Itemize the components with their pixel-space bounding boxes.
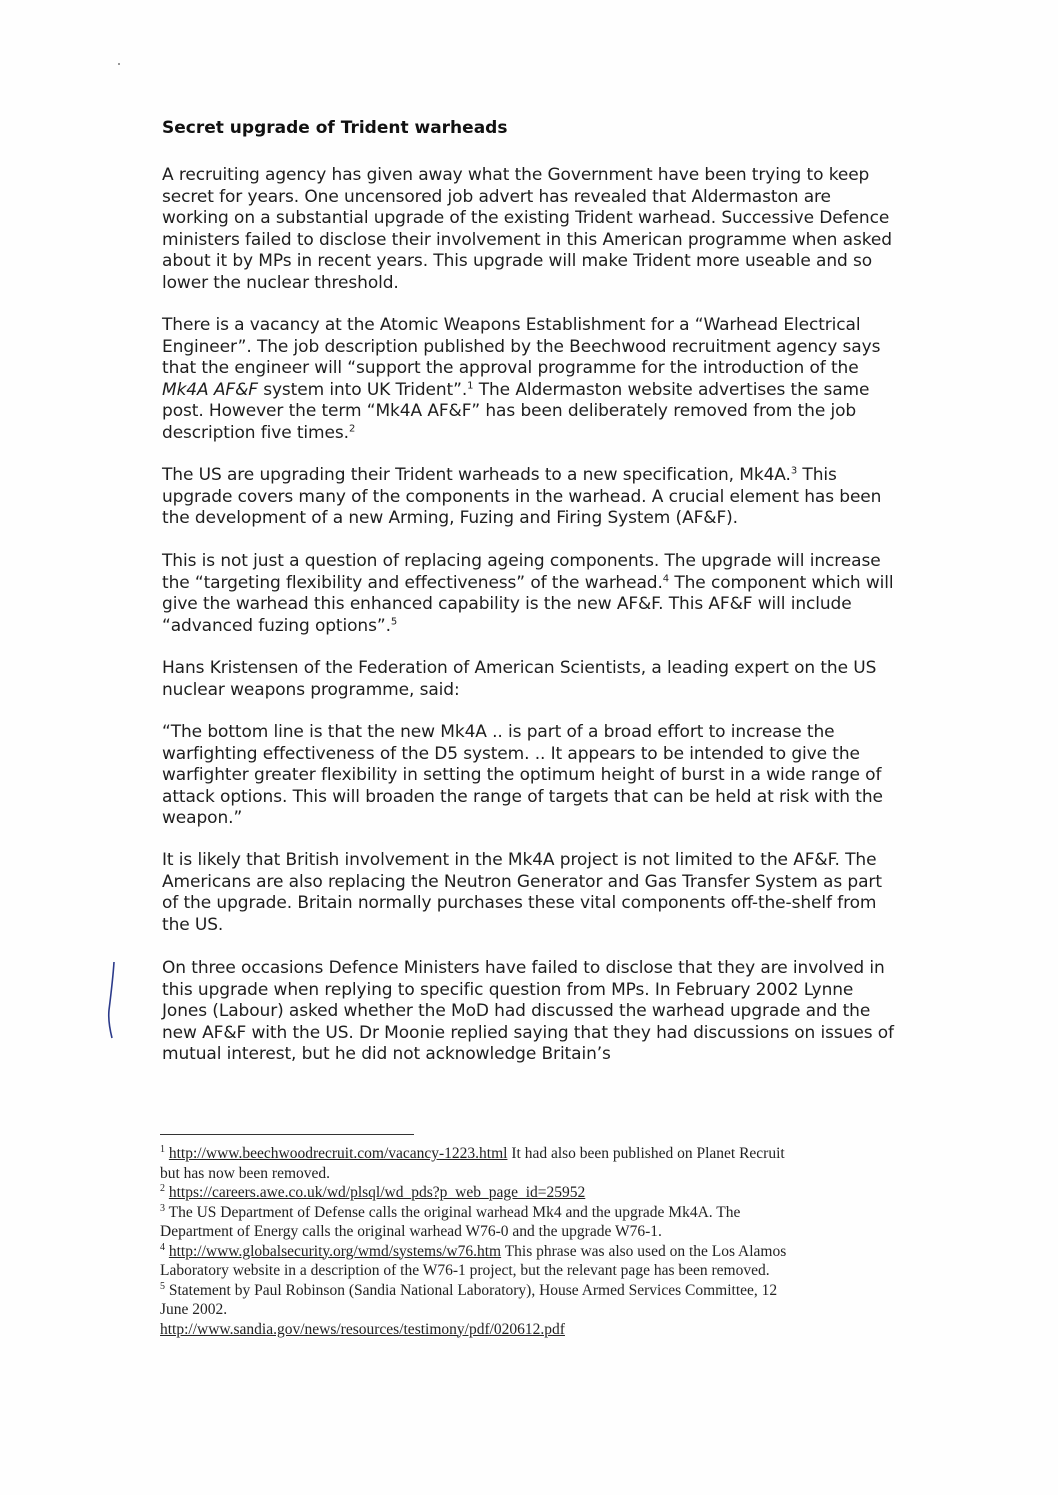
footnote-number: 5 [160, 1280, 165, 1292]
footnote-number: 3 [160, 1202, 165, 1214]
footnotes [160, 1144, 900, 1339]
footnote-link[interactable]: http://www.sandia.gov/news/resources/testimony/pdf/020612.pdf [160, 1320, 565, 1338]
paragraph-quote: “The bottom line is that the new Mk4A .. is part of a broad effort to increase the warfighting effectiveness of the D5 system. .. It appears to be intended to give the warfighter greater flexibility in setting the optimum height of burst in a wide range of attack options. This will broaden the range of targets that can be held at risk with the weapon.” [162, 722, 883, 828]
text-run: There is a vacancy at the Atomic Weapons Establishment for a “Warhead Electrical Engineer”. The job description published by the Beechwood recruitment agency says that the engineer will “support the approval programme for the introduction of the [162, 315, 881, 378]
footnote-1-cont: but has now been removed. [160, 1164, 331, 1182]
paragraph-british-involvement: It is likely that British involvement in the Mk4A project is not limited to the AF&F. The Americans are also replacing the Neutron Generator and Gas Transfer System as part of the upgrade. Britain normally purchases these vital components off-the-shelf from the US. [162, 850, 882, 935]
footnote-link[interactable]: https://careers.awe.co.uk/wd/plsql/wd_pds?p_web_page_id=25952 [168, 1184, 586, 1201]
footnote-number: 2 [160, 1182, 165, 1194]
text-run: This upgrade covers many of the components in the warhead. A crucial element has been the development of a new Arming, Fuzing and Firing System (AF&F). [162, 465, 882, 528]
footnote-text: Statement by Paul Robinson (Sandia National Laboratory), House Armed Services Committee, 12 [168, 1281, 778, 1299]
scan-speck [118, 63, 120, 65]
footnote-link[interactable]: http://www.beechwoodrecruit.com/vacancy-1223.html [168, 1145, 508, 1162]
pen-margin-mark [104, 960, 118, 1040]
footnote-number: 4 [160, 1241, 165, 1253]
text-run: The Aldermaston website advertises the same post. However the term “Mk4A AF&F” has been deliberately removed from the job description five times. [162, 379, 870, 443]
document-title: Secret upgrade of Trident warheads [162, 118, 508, 138]
footnote-2 [160, 1183, 900, 1203]
paragraph-kristensen: Hans Kristensen of the Federation of American Scientists, a leading expert on the US nuclear weapons programme, said: [162, 658, 877, 700]
paragraph-intro: A recruiting agency has given away what the Government have been trying to keep secret for years. One uncensored job advert has revealed that Aldermaston are working on a substantial upgrade of the existing Trident warhead. Successive Defence ministers failed to disclose their involvement in this American programme when asked about it by MPs in recent years. This upgrade will make Trident more useable and so lower the nuclear threshold. [162, 165, 892, 293]
text-run: The US are upgrading their Trident warheads to a new specification, Mk4A. [162, 465, 791, 485]
emphasis: Mk4A AF&F [162, 379, 258, 400]
footnote-ref: 2 [348, 422, 356, 434]
footnote-separator [160, 1134, 414, 1135]
footnote-5 [160, 1281, 900, 1301]
footnote-text: It had also been published on Planet Recruit [507, 1145, 785, 1162]
footnote-link[interactable]: http://www.globalsecurity.org/wmd/systems/w76.htm [168, 1242, 502, 1260]
footnote-5-cont: June 2002. [160, 1301, 228, 1318]
footnote-ref: 3 [790, 465, 798, 477]
footnote-ref: 4 [662, 572, 670, 584]
footnote-5-link-line [160, 1320, 900, 1340]
text-run: system into UK Trident”. [257, 379, 468, 400]
paragraph-us-upgrade [162, 465, 902, 530]
footnote-3 [160, 1203, 900, 1223]
footnote-1 [160, 1144, 900, 1164]
footnote-3-cont: Department of Energy calls the original warhead W76-0 and the upgrade W76-1. [160, 1223, 662, 1240]
paragraph-components [162, 551, 902, 637]
paragraph-vacancy [162, 315, 902, 444]
text-run: This is not just a question of replacing ageing components. The upgrade will increase the “targeting flexibility and effectiveness” of the warhead. [162, 551, 881, 593]
footnote-ref: 1 [467, 379, 474, 391]
footnote-number: 1 [160, 1143, 165, 1155]
text-run: The component which will give the warhead this enhanced capability is the new AF&F. This AF&F will include “advanced fuzing options”. [162, 572, 894, 636]
footnote-4-cont: Laboratory website in a description of the W76-1 project, but the relevant page has been removed. [160, 1262, 770, 1279]
paragraph-ministers: On three occasions Defence Ministers have failed to disclose that they are involved in this upgrade when replying to specific question from MPs. In February 2002 Lynne Jones (Labour) asked whether the MoD had discussed the warhead upgrade and the new AF&F with the US. Dr Moonie replied saying that they had discussions on issues of mutual interest, but he did not acknowledge Britain’s [162, 958, 894, 1064]
footnote-4 [160, 1242, 900, 1262]
footnote-text: This phrase was also used on the Los Alamos [501, 1242, 787, 1260]
footnote-ref: 5 [390, 615, 398, 627]
footnote-text: The US Department of Defense calls the original warhead Mk4 and the upgrade Mk4A. The [168, 1203, 741, 1221]
